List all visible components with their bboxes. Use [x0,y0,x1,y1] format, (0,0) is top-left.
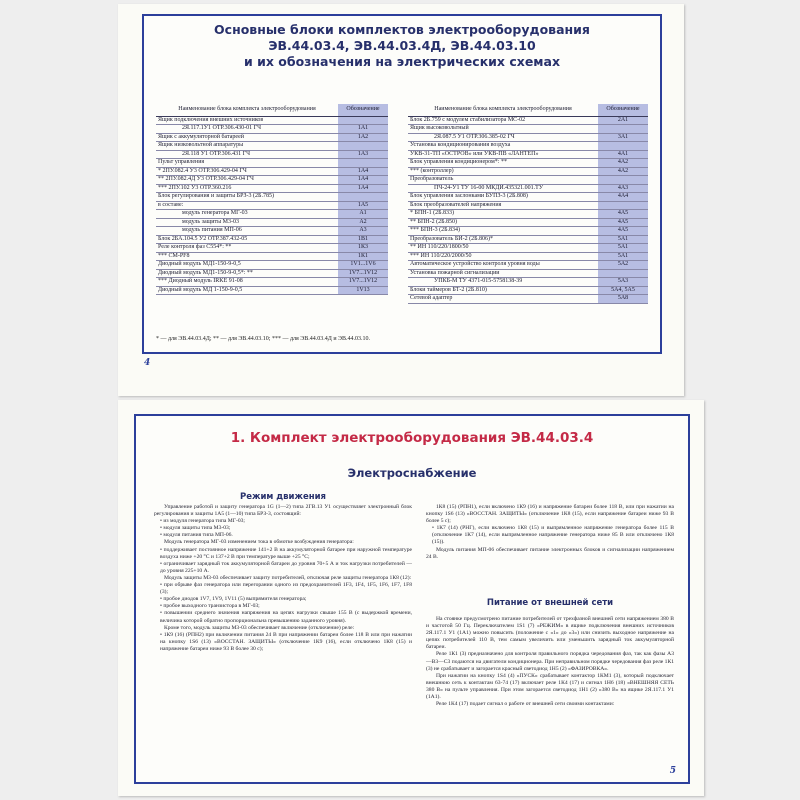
block-name-cell: ** БПН-2 (2Б.850) [408,218,598,227]
block-code-cell: 1А3 [338,150,388,159]
page-title [144,22,660,70]
table-row [156,218,388,227]
table-row [156,252,388,261]
paragraph: При нажатии на кнопку 1S4 (4) «ПУСК» срабатывает контактор 1КМ1 (3), который подключает внешнюю сеть к контактам 63-74 (17) включает реле 1К4 (17) и сигнал 1Н6 (18) «ВНЕШНЯЯ СЕТЬ 380 В» на пульте управления. При этом загорается светодиод 1Н1 (2) «380 В» на ящике 2Я.117.1 У1 (1А1). [426,672,674,701]
block-code-cell: 5А1 [598,244,648,253]
table-row [408,227,648,236]
block-code-cell: А2 [338,218,388,227]
left-table-body [156,116,388,295]
blocks-table-frame [142,14,662,354]
table-row [156,278,388,287]
block-code-cell: 1А1 [338,125,388,134]
block-name-cell: Установка пожарной сигнализации [408,269,598,278]
block-code-cell [338,142,388,151]
paragraph: Модуль защиты М3-03 обеспечивает защиту потребителей, отключая реле защиты генератора 1К8 (12): [164,574,412,581]
block-code-cell: 5А8 [598,295,648,304]
block-code-cell [598,176,648,185]
title-line-1: Основные блоки комплектов электрооборудования [214,22,590,37]
block-code-cell: 1А4 [338,184,388,193]
table-row [408,269,648,278]
block-code-cell: 1А4 [338,167,388,176]
block-name-cell: *** 2ПУ.102 У3 ОТР.360.216 [156,184,338,193]
block-code-cell: 1К1 [338,252,388,261]
bullet-item: • из модуля генератора типа МГ-03; [160,518,245,525]
block-name-cell: * БПН-1 (2Б.833) [408,210,598,219]
table-row [156,176,388,185]
block-code-cell: 1А2 [338,133,388,142]
block-name-cell: Ящик высоковольтный [408,125,598,134]
block-code-cell: 1А5 [338,201,388,210]
block-code-cell [598,269,648,278]
table-row [408,218,648,227]
table-row [156,286,388,295]
right-table-body [408,116,648,303]
block-name-cell: ПЧ-24-У1 ТУ 16-00 МКДИ.435321.001.ТУ [408,184,598,193]
block-name-cell: в составе: [156,201,338,210]
block-code-cell: 2А1 [598,116,648,125]
bullet-item: • пробое диодов 1V7, 1V9, 1V11 (5) выпрямителя генератора; [160,596,307,603]
bullet-item: • при обрыве фаз генератора или перегорании одного из предохранителей 1F3, 1F4, 1F5, 1F6, 1F7, 1F8 (3); [160,582,412,596]
bullet-item: • поддерживает постоянное напряжение 141+2 В на аккумуляторной батарее при наружной температуре воздуха ниже +20 °С и 137+2 В при температуре выше +25 °С; [160,546,412,560]
block-name-cell: *** (контроллер) [408,167,598,176]
block-name-cell: Диодный модуль МД1-150-9-0,5 [156,261,338,270]
block-code-cell: 5А4, 5А5 [598,286,648,295]
block-code-cell: 4А1 [598,150,648,159]
bullet-item: • модуля защиты типа М3-03; [160,525,231,532]
block-name-cell: 2Я.087.5 У1 ОТР.306.385-02 ГЧ [408,133,598,142]
block-code-cell: 1А4 [338,176,388,185]
column-header-code: Обозначение [598,104,648,116]
subsection-title-right: Питание от внешней сети [486,598,614,608]
block-code-cell [338,116,388,125]
column-header-code: Обозначение [338,104,388,116]
block-name-cell: Диодный модуль МД 1-150-9-0,5 [156,286,338,295]
block-code-cell [598,142,648,151]
block-name-cell: Блок преобразователей напряжения [408,201,598,210]
block-name-cell: УПКБ-М ТУ 4371-015-5758138-39 [408,278,598,287]
block-name-cell: Преобразователь БИ-2 (2Б.806)* [408,235,598,244]
block-name-cell: Пульт управления [156,159,338,168]
block-code-cell [338,159,388,168]
table-row [408,150,648,159]
title-line-2: ЭВ.44.03.4, ЭВ.44.03.4Д, ЭВ.44.03.10 [268,38,536,53]
block-code-cell: А3 [338,227,388,236]
block-code-cell: 5А1 [598,235,648,244]
block-name-cell: *** БПН-3 (2Б.834) [408,227,598,236]
table-row [408,286,648,295]
block-name-cell: *** Диодный модуль IRKE 91-08 [156,278,338,287]
subsection-title-left: Режим движения [239,492,327,502]
table-row [156,235,388,244]
table-row [156,269,388,278]
block-name-cell: Автоматическое устройство контроля уровня воды [408,261,598,270]
block-name-cell: 2Я.117.1У1 ОТР.306.430-01 ГЧ [156,125,338,134]
block-name-cell: Преобразователь [408,176,598,185]
bullet-item: • модуля питания типа МП-06. [160,532,233,539]
block-code-cell: 4А5 [598,227,648,236]
table-row [156,159,388,168]
block-name-cell: Ящик подключения внешних источников [156,116,338,125]
block-code-cell: 4А4 [598,193,648,202]
block-code-cell: 5А3 [598,278,648,287]
block-name-cell: модуль питания МП-06 [156,227,338,236]
block-code-cell: 4А2 [598,159,648,168]
block-code-cell: 1V1...1V6 [338,261,388,270]
table-row [156,210,388,219]
paragraph: Кроме того, модуль защиты М3-03 обеспечивает включение (отключение) реле: [164,624,355,631]
block-name-cell: Сетевой адаптер [408,295,598,304]
table-row [408,201,648,210]
right-text-column-bottom [426,616,674,708]
paragraph: Модуль питания МП-06 обеспечивает питание электронных блоков и сигнализации напряжением 24 В. [426,546,674,560]
block-code-cell: 4А5 [598,218,648,227]
table-row [156,125,388,134]
table-row [408,210,648,219]
block-name-cell: Ящик низковольтной аппаратуры [156,142,338,151]
right-blocks-table [408,104,648,304]
block-name-cell: Блок управления кондиционером*: ** [408,159,598,168]
block-code-cell: 1V7...1V12 [338,278,388,287]
page-number: 5 [669,766,676,776]
table-row [156,261,388,270]
block-code-cell: 1V7...1V12 [338,269,388,278]
block-code-cell: 5А2 [598,261,648,270]
table-row [408,159,648,168]
table-row [408,133,648,142]
block-code-cell: 3А1 [598,133,648,142]
paragraph: Модуль генератора МГ-03 изменением тока в обмотке возбуждения генератора: [164,539,354,546]
text-frame [134,414,690,784]
block-name-cell: Установка кондиционирования воздуха [408,142,598,151]
table-row [408,116,648,125]
block-name-cell: Блоки таймеров БТ-2 (2Б.810) [408,286,598,295]
block-name-cell: *** СМ-РF8 [156,252,338,261]
block-name-cell: Реле контроля фаз С554*: ** [156,244,338,253]
block-name-cell: ** 2ПУ.082.4Д У3 ОТР.306.429-04 ГЧ [156,176,338,185]
paragraph: Управление работой и защиту генератора 1G (1—2) типа 2ГВ.13 У1 осуществляет электронный блок регулирования и защиты 1А5 (1—10) типа БРЗ-3, состоящий: [154,504,412,518]
table-row [408,125,648,134]
table-row [408,184,648,193]
block-name-cell: *** ИН 110/220/2000/50 [408,252,598,261]
chapter-title: 1. Комплект электрооборудования ЭВ.44.03.4 [230,430,594,446]
paragraph: На стоянке предусмотрено питание потребителей от трехфазной внешней сети напряжением 380 В и частотой 50 Гц. Переключателем 1S1 (7) «РЕЖИМ» в ящике подключения внешних источников 2Я.117.1 У1 (1А1) можно повысить (положение с «1» до «3») или снизить выходное напряжение на цепях потребителей 110 В, тем самым увеличить или уменьшить зарядный ток аккумуляторной батареи. [426,616,674,651]
block-code-cell: 1В1 [338,235,388,244]
page-number: 4 [144,358,151,368]
block-code-cell: 4А3 [598,184,648,193]
block-code-cell: 1V13 [338,286,388,295]
table-row [156,201,388,210]
table-row [408,176,648,185]
table-row [156,150,388,159]
table-row [408,295,648,304]
table-row [156,184,388,193]
bullet-item: • пробое выходного транзистора в МГ-03; [160,603,260,610]
section-title: Электроснабжение [347,466,477,480]
block-name-cell: * 2ПУ.082.4 У3 ОТР.306.429-04 ГЧ [156,167,338,176]
page-4 [118,4,684,396]
block-name-cell: модуль генератора МГ-03 [156,210,338,219]
block-name-cell: ** ИН 110/220/1800/50 [408,244,598,253]
block-code-cell: 1К3 [338,244,388,253]
title-line-3: и их обозначения на электрических схемах [243,54,561,69]
table-row [156,142,388,151]
table-row [408,261,648,270]
table-row [408,252,648,261]
block-name-cell: Диодный модуль МД1-150-9-0,5*: ** [156,269,338,278]
bullet-item: • ограничивает зарядный ток аккумуляторной батареи до уровня 70+5 А и ток нагрузки потребителей — до уровня 225+10 А. [160,560,412,574]
paragraph: Реле 1К1 (3) предназначено для контроля правильного порядка чередования фаз, так как фазы А3—В3—С3 подаются на двигатели кондиционера. При неправильном порядке чередования фаз реле 1К1 (3) не срабатывает и загорается красный светодиод 1Н5 (2) «ФАЗИРОВКА». [426,651,674,672]
bullet-item: • 1К7 (14) (РНГ), если включено 1К8 (15) и выпрямленное напряжение генератора более 115 В (отключение 1К7 (14), если выпрямленное напряжение генератора ниже 85 В или отключено 1К8 (15)). [432,525,674,546]
table-row [408,244,648,253]
table-row [408,142,648,151]
bullet-item: • 1К9 (16) (РПН2) при включении питания 24 В при напряжении батареи более 118 В или при нажатии на кнопку 1S6 (13) «ВОССТАН. ЗАЩИТЫ» (отключение 1К9 (16), если отключено 1К8 (15) и напряжение батареи ниже 93 В более 30 с); [160,631,412,652]
block-name-cell: Блок управления заслонками БУПЗ-3 (2Б.808) [408,193,598,202]
table-row [408,235,648,244]
block-code-cell [338,193,388,202]
left-blocks-table [156,104,388,295]
block-code-cell: 4А2 [598,167,648,176]
table-row [156,227,388,236]
table-row [408,167,648,176]
table-row [156,244,388,253]
block-name-cell: УКВ-31-ТП «ОСТРОВ» или УКВ-ПВ «ЛАНТЕП» [408,150,598,159]
block-code-cell [598,125,648,134]
block-name-cell: Ящик с аккумуляторной батареей [156,133,338,142]
block-name-cell: Блок 2Б.759 с модулем стабилизатора МС-02 [408,116,598,125]
table-row [156,116,388,125]
block-name-cell: модуль защиты М3-03 [156,218,338,227]
block-code-cell: 5А1 [598,252,648,261]
block-name-cell: Блок 2БА.104.5 У2 ОТР.387.432-05 [156,235,338,244]
block-name-cell: 2Я.118 У1 ОТР.306.431 ГЧ [156,150,338,159]
table-row [156,167,388,176]
bullet-item: • повышении среднего значения напряжения на цепях нагрузки свыше 155 В (с выдержкой времени, величина которой обратно пропорциональна превышению заданного уровня). [160,610,412,624]
paragraph: Реле 1К4 (17) подает сигнал о работе от внешней сети своими контактами: [436,701,615,708]
column-header-name: Наименование блока комплекта электрооборудования [156,104,338,116]
block-name-cell: Блок регулирования и защиты БРЗ-3 (2Б.785) [156,193,338,202]
table-row [156,133,388,142]
right-text-column-top [426,504,674,561]
block-code-cell: 4А5 [598,210,648,219]
column-header-name: Наименование блока комплекта электрооборудования [408,104,598,116]
block-code-cell [598,201,648,210]
footnote: * — для ЭВ.44.03.4Д; ** — для ЭВ.44.03.10; *** — для ЭВ.44.03.4Д и ЭВ.44.03.10. [156,336,371,342]
table-row [156,193,388,202]
table-row [408,193,648,202]
left-text-column [154,504,412,653]
table-row [408,278,648,287]
page-5 [118,400,704,796]
block-code-cell: А1 [338,210,388,219]
paragraph: 1К8 (15) (РПН1), если включено 1К9 (16) и напряжение батареи более 118 В, или при нажатии на кнопку 1S6 (13) «ВОССТАН. ЗАЩИТЫ» (отключение 1К8 (15), если напряжение батареи ниже 93 В более 5 с); [426,504,674,525]
